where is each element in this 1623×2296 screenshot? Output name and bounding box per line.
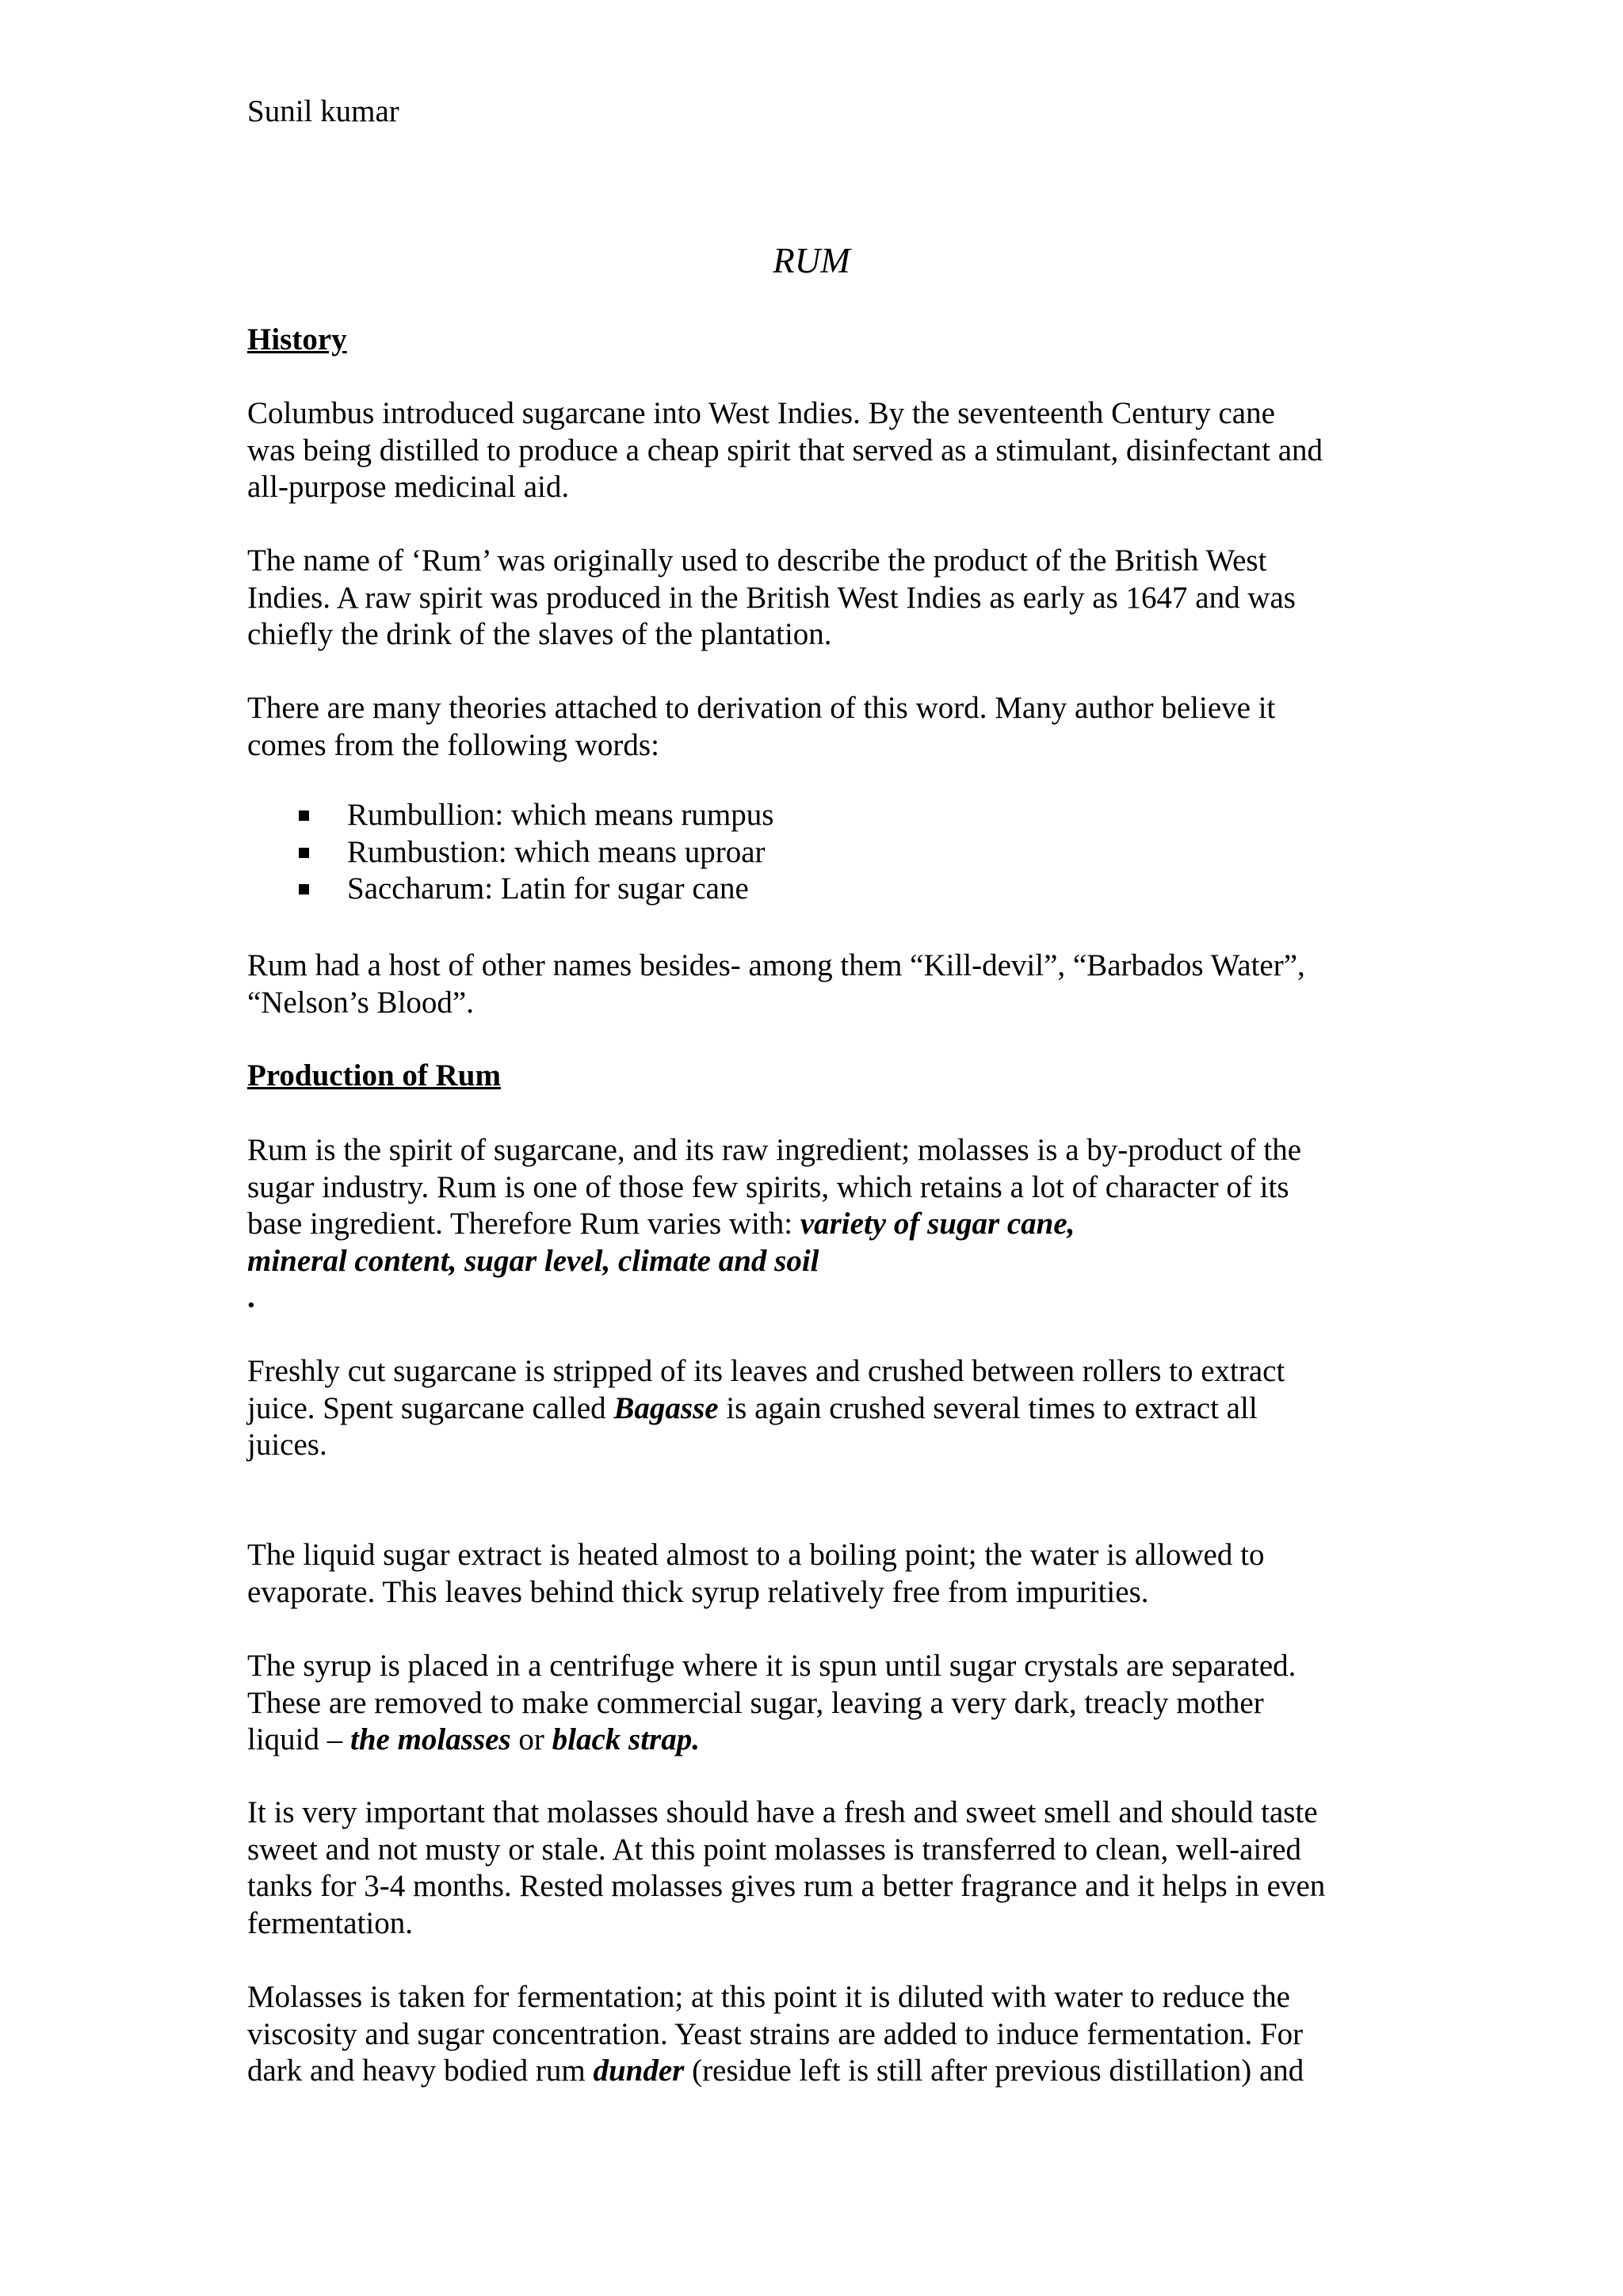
production-paragraph-2 [247, 1353, 1404, 1464]
text-line: sugar industry. Rum is one of those few spirits, which retains a lot of character of its [247, 1169, 1289, 1204]
history-heading: History [247, 322, 347, 357]
text-line: It is very important that molasses should have a fresh and sweet smell and should taste [247, 1795, 1318, 1829]
text-run: is again crushed several times to extract all [718, 1390, 1258, 1425]
list-item-text: Saccharum: Latin for sugar cane [347, 871, 749, 906]
text-line: “Nelson’s Blood”. [247, 985, 474, 1020]
list-item [297, 797, 773, 834]
production-paragraph-6 [247, 1979, 1404, 2090]
text-line [247, 1390, 1404, 1428]
square-bullet-icon [299, 848, 309, 858]
text-line [247, 2053, 1404, 2090]
author-name: Sunil kumar [247, 94, 399, 128]
square-bullet-icon [299, 884, 309, 894]
text-line: Freshly cut sugarcane is stripped of its leaves and crushed between rollers to extract [247, 1354, 1285, 1388]
text-line: Columbus introduced sugarcane into West Indies. By the seventeenth Century cane [247, 396, 1275, 430]
production-heading: Production of Rum [247, 1058, 501, 1093]
emphasis-text: variety of sugar cane, [800, 1207, 1075, 1241]
text-line: Indies. A raw spirit was produced in the British West Indies as early as 1647 and was [247, 580, 1296, 615]
document-title: RUM [773, 241, 850, 280]
list-item [297, 834, 773, 871]
text-line: The liquid sugar extract is heated almost to a boiling point; the water is allowed to [247, 1538, 1265, 1572]
text-run: dark and heavy bodied rum [247, 2054, 594, 2088]
history-paragraph-4 [247, 948, 1404, 1021]
text-run: juice. Spent sugarcane called [247, 1390, 614, 1425]
square-bullet-icon [299, 810, 309, 821]
text-line: all-purpose medicinal aid. [247, 470, 570, 504]
text-line: The syrup is placed in a centrifuge where it is spun until sugar crystals are separated. [247, 1649, 1296, 1683]
list-item-text: Rumbullion: which means rumpus [347, 798, 774, 832]
history-paragraph-3 [247, 690, 1404, 764]
text-line: evaporate. This leaves behind thick syrup relatively free from impurities. [247, 1574, 1149, 1609]
text-line: viscosity and sugar concentration. Yeast strains are added to induce fermentation. For [247, 2016, 1304, 2051]
text-run: base ingredient. Therefore Rum varies with: [247, 1207, 800, 1241]
emphasis-line: mineral content, sugar level, climate and soil [247, 1243, 819, 1278]
text-line: comes from the following words: [247, 727, 659, 762]
list-item-text: Rumbustion: which means uproar [347, 834, 766, 869]
emphasis-text: Bagasse [613, 1390, 719, 1425]
text-line: sweet and not musty or stale. At this point molasses is transferred to clean, well-aired [247, 1832, 1302, 1867]
list-item [297, 871, 773, 908]
text-line: . [247, 1280, 255, 1314]
text-line: The name of ‘Rum’ was originally used to describe the product of the British West [247, 543, 1267, 578]
text-run: (residue left is still after previous distillation) and [684, 2054, 1304, 2088]
text-line: Rum is the spirit of sugarcane, and its raw ingredient; molasses is a by-product of the [247, 1133, 1302, 1167]
production-paragraph-1 [247, 1132, 1404, 1317]
text-line: tanks for 3-4 months. Rested molasses gives rum a better fragrance and it helps in even [247, 1869, 1326, 1903]
production-paragraph-5 [247, 1794, 1404, 1942]
production-paragraph-4 [247, 1648, 1404, 1759]
text-line: There are many theories attached to derivation of this word. Many author believe it [247, 691, 1276, 725]
text-line: These are removed to make commercial sugar, leaving a very dark, treacly mother [247, 1685, 1264, 1720]
text-run: liquid – [247, 1722, 351, 1756]
word-origins-list [297, 797, 773, 908]
emphasis-text: the molasses [350, 1722, 511, 1756]
text-line: was being distilled to produce a cheap spirit that served as a stimulant, disinfectant and [247, 433, 1323, 467]
production-paragraph-3 [247, 1537, 1404, 1611]
emphasis-text: dunder [593, 2054, 685, 2088]
text-line: juices. [247, 1428, 327, 1462]
text-line [247, 1722, 1404, 1759]
history-paragraph-1 [247, 395, 1404, 506]
text-line: Molasses is taken for fermentation; at this point it is diluted with water to reduce the [247, 1980, 1290, 2014]
text-line [247, 1206, 1404, 1243]
text-line: chiefly the drink of the slaves of the plantation. [247, 617, 832, 651]
history-paragraph-2 [247, 543, 1404, 654]
text-line: fermentation. [247, 1905, 413, 1940]
text-line: Rum had a host of other names besides- among them “Kill-devil”, “Barbados Water”, [247, 948, 1305, 982]
emphasis-text: black strap. [552, 1722, 700, 1756]
text-run: or [510, 1722, 552, 1756]
